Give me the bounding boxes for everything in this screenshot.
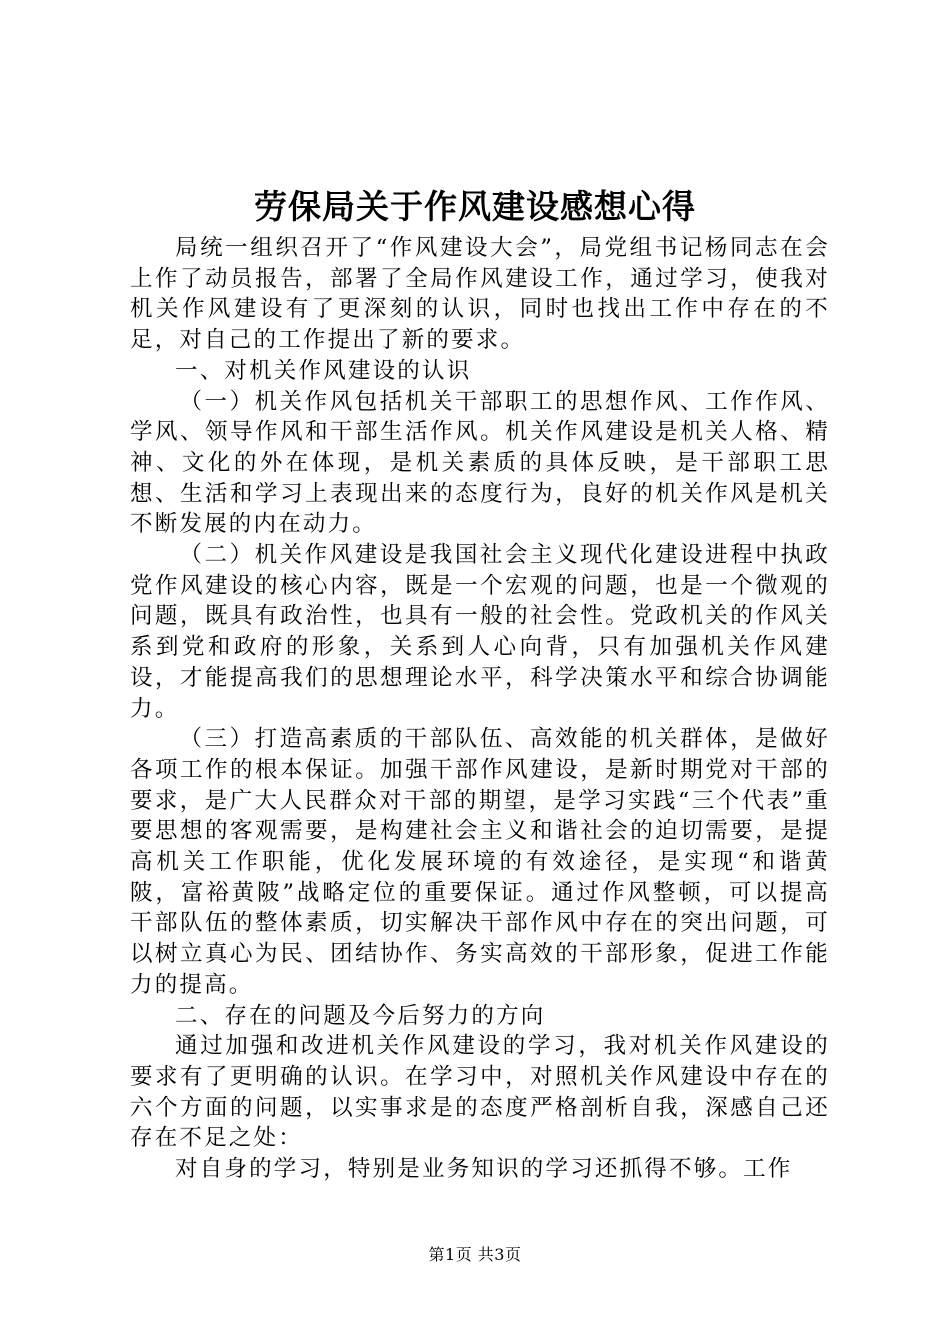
paragraph-2-1: 对自身的学习，特别是业务知识的学习还抓得不够。工作	[175, 1156, 793, 1183]
paragraph-1-2: （二）机关作风建设是我国社会主义现代化建设进程中执政党作风建设的核心内容，既是一个宏观的问题，也是一个微观的问题，既具有政治性，也具有一般的社会性。党政机关的作风关系到党和政府的形象，关系到人心向背，只有加强机关作风建设，才能提高我们的思想理论水平，科学决策水平和综合协调能力。	[130, 542, 830, 722]
paragraph-intro: 局统一组织召开了“作风建设大会”，局党组书记杨同志在会上作了动员报告，部署了全局作风建设工作，通过学习，使我对机关作风建设有了更深刻的认识，同时也找出工作中存在的不足，对自己的工作提出了新的要求。	[130, 235, 830, 354]
paragraph-1-3: （三）打造高素质的干部队伍、高效能的机关群体，是做好各项工作的根本保证。加强干部作风建设，是新时期党对干部的要求，是广大人民群众对干部的期望，是学习实践“三个代表”重要思想的客观需要，是构建社会主义和谐社会的迫切需要，是提高机关工作职能，优化发展环境的有效途径，是实现“和谐黄陂，富裕黄陂”战略定位的重要保证。通过作风整顿，可以提高干部队伍的整体素质，切实解决干部作风中存在的突出问题，可以树立真心为民、团结协作、务实高效的干部形象，促进工作能力的提高。	[130, 726, 830, 998]
section-heading-2: 二、存在的问题及今后努力的方向	[175, 1002, 546, 1029]
paragraph-1-1: （一）机关作风包括机关干部职工的思想作风、工作作风、学风、领导作风和干部生活作风。机关作风建设是机关人格、精神、文化的外在体现，是机关素质的具体反映，是干部职工思想、生活和学习上表现出来的态度行为，良好的机关作风是机关不断发展的内在动力。	[130, 388, 830, 538]
document-title: 劳保局关于作风建设感想心得	[254, 187, 696, 226]
page-footer: 第1页 共3页	[428, 1245, 522, 1264]
document-body	[130, 233, 830, 1185]
section-heading-1: 一、对机关作风建设的认识	[175, 357, 472, 384]
paragraph-2-intro: 通过加强和改进机关作风建设的学习，我对机关作风建设的要求有了更明确的认识。在学习中，对照机关作风建设中存在的六个方面的问题，以实事求是的态度严格剖析自我，深感自己还存在不足之处：	[130, 1033, 830, 1152]
